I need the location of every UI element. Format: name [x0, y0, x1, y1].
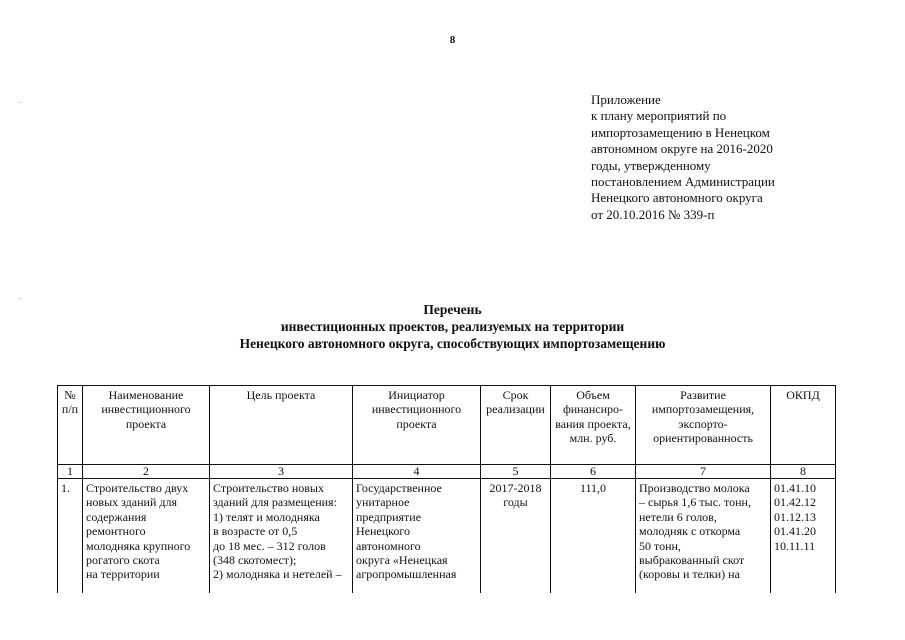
project-name-line: молодняка крупного	[86, 538, 191, 553]
project-initiator-line: Ненецкого	[356, 524, 411, 539]
project-goal-line: 2) молодняка и нетелей –	[213, 567, 342, 582]
title-line: инвестиционных проектов, реализуемых на территории	[280, 319, 625, 334]
project-development-line: 50 тонн,	[639, 538, 681, 553]
header-cell-volume: Объем финансиро-вания проекта, млн. руб.	[551, 386, 636, 465]
header-cell-num: № п/п	[58, 386, 83, 465]
column-number: 1	[58, 465, 83, 479]
appendix-line: от 20.10.2016 № 339-п	[591, 206, 715, 222]
appendix-line: Ненецкого автономного округа	[591, 190, 763, 206]
project-name-line: ремонтного	[86, 524, 146, 539]
appendix-note	[591, 92, 891, 223]
project-name-line: рогатого скота	[86, 553, 160, 568]
project-goal-line: зданий для размещения:	[213, 495, 337, 510]
project-initiator-line: унитарное	[356, 495, 410, 510]
column-number: 8	[771, 465, 836, 479]
scan-speck	[20, 298, 21, 299]
column-number: 3	[210, 465, 353, 479]
column-number: 6	[551, 465, 636, 479]
appendix-line: импортозамещению в Ненецком	[591, 124, 770, 140]
column-number: 4	[353, 465, 481, 479]
project-goal-line: в возрасте от 0,5	[213, 524, 298, 539]
project-development-line: Производство молока	[639, 481, 750, 495]
project-goal-line: Строительство новых	[213, 481, 324, 495]
project-goal-line: до 18 мес. – 312 голов	[213, 538, 326, 553]
project-development-line: – сырья 1,6 тыс. тонн,	[639, 495, 751, 510]
project-term-line: годы	[503, 495, 528, 510]
project-development-line: выбракованный скот	[639, 553, 745, 568]
project-initiator-line: агропромышленная	[356, 567, 457, 582]
header-cell-initiator: Инициатор инвестиционного проекта	[353, 386, 481, 465]
project-name-line: новых зданий для	[86, 495, 177, 510]
project-term-line: 2017-2018	[489, 481, 542, 495]
header-cell-name: Наименование инвестиционного проекта	[83, 386, 210, 465]
header-cell-development: Развитие импортозамещения, экспорто-ориентированность	[636, 386, 771, 465]
okpd-code: 10.11.11	[774, 538, 816, 553]
appendix-line: к плану мероприятий по	[591, 108, 727, 124]
project-name-line: содержания	[86, 509, 147, 524]
header-cell-okpd: ОКПД	[771, 386, 836, 465]
project-development-line: молодняк с откорма	[639, 524, 741, 539]
header-cell-term: Срок реализации	[481, 386, 551, 465]
header-row	[58, 386, 836, 465]
project-okpd-cell	[771, 479, 836, 594]
title-line: Ненецкого автономного округа, способствующих импортозамещению	[239, 336, 666, 351]
scan-speck	[20, 102, 21, 103]
project-development-line: нетели 6 голов,	[639, 509, 717, 524]
project-goal-line: (348 скотомест);	[213, 553, 297, 568]
project-name-cell	[83, 479, 210, 594]
project-initiator-line: Государственное	[356, 481, 442, 495]
project-volume-cell: 111,0	[551, 479, 636, 594]
project-development-line: (коровы и телки) на	[639, 567, 740, 582]
document-title	[0, 301, 905, 352]
project-name-line: Строительство двух	[86, 481, 189, 495]
appendix-line: постановлением Администрации	[591, 174, 775, 190]
appendix-line: Приложение	[591, 92, 661, 107]
column-number: 2	[83, 465, 210, 479]
project-name-line: на территории	[86, 567, 160, 582]
project-initiator-cell	[353, 479, 481, 594]
column-number-row	[58, 465, 836, 479]
project-development-cell	[636, 479, 771, 594]
okpd-code: 01.42.12	[774, 495, 816, 510]
appendix-line: годы, утвержденному	[591, 157, 711, 173]
title-line: Перечень	[423, 302, 482, 317]
okpd-code: 01.41.10	[774, 481, 816, 495]
project-initiator-line: округа «Ненецкая	[356, 553, 448, 568]
column-number: 7	[636, 465, 771, 479]
project-initiator-line: автономного	[356, 538, 421, 553]
project-goal-cell	[210, 479, 353, 594]
okpd-code: 01.41.20	[774, 524, 816, 539]
project-initiator-line: предприятие	[356, 509, 422, 524]
header-cell-goal: Цель проекта	[210, 386, 353, 465]
project-term-cell	[481, 479, 551, 594]
column-number: 5	[481, 465, 551, 479]
project-goal-line: 1) телят и молодняка	[213, 509, 320, 524]
table-row	[58, 479, 836, 594]
row-number: 1.	[58, 479, 83, 594]
okpd-code: 01.12.13	[774, 509, 816, 524]
page-number: 8	[449, 34, 456, 46]
projects-table	[57, 385, 836, 593]
appendix-line: автономном округе на 2016-2020	[591, 141, 773, 157]
